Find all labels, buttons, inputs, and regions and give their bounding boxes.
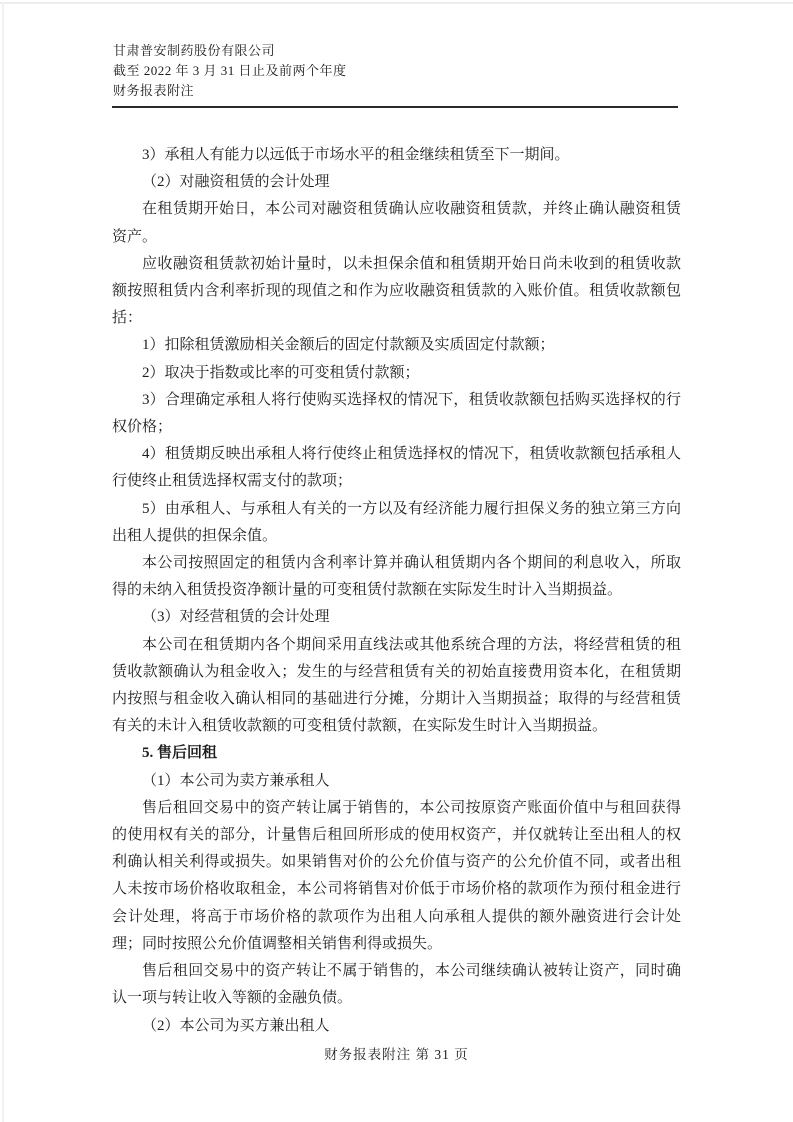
paragraph: 1）扣除租赁激励相关金额后的固定付款额及实质固定付款额； — [142, 337, 555, 354]
paragraph: 本公司按照固定的租赁内含利率计算并确认租赁期内各个期间的利息收入，所取得的未纳入租赁投资净额计量的可变租赁付款额在实际发生时计入当期损益。 — [112, 555, 681, 599]
paragraph: 3）合理确定承租人将行使购买选择权的情况下，租赁收款额包括购买选择权的行权价格； — [112, 391, 681, 436]
page-edge-top — [0, 2, 793, 4]
page-edge-left — [2, 2, 4, 1122]
page-footer — [0, 1043, 793, 1063]
header-rule — [112, 106, 678, 108]
paragraph: （1）本公司为卖方兼承租人 — [142, 772, 330, 789]
paragraph: （3）对经营租赁的会计处理 — [142, 609, 330, 626]
paragraph: 4）租赁期反映出承租人将行使终止租赁选择权的情况下，租赁收款额包括承租人行使终止租赁选择权需支付的款项； — [112, 446, 681, 490]
paragraph: 应收融资租赁款初始计量时，以未担保余值和租赁期开始日尚未收到的租赁收款额按照租赁内含利率折现的现值之和作为应收融资租赁款的入账价值。租赁收款额包括： — [112, 255, 681, 327]
paragraph: 本公司在租赁期内各个期间采用直线法或其他系统合理的方法，将经营租赁的租赁收款额确认为租金收入；发生的与经营租赁有关的初始直接费用资本化，在租赁期内按照与租金收入确认相同的基础进行分摊，分期计入当期损益；取得的与经营租赁有关的未计入租赁收款额的可变租赁付款额，在实际发生时计入当期损益。 — [112, 636, 681, 735]
document-header — [113, 41, 681, 101]
paragraph: 售后租回交易中的资产转让不属于销售的，本公司继续确认被转让资产，同时确认一项与转让收入等额的金融负债。 — [112, 963, 681, 1007]
header-doc-title: 财务报表附注 — [113, 83, 195, 98]
header-reporting-period: 截至 2022 年 3 月 31 日止及前两个年度 — [113, 63, 347, 78]
paragraph: 售后租回交易中的资产转让属于销售的，本公司按原资产账面价值中与租回获得的使用权有关的部分，计量售后租回所形成的使用权资产，并仅就转让至出租人的权利确认相关利得或损失。如果销售对价的公允价值与资产的公允价值不同，或者出租人未按市场价格收取租金，本公司将销售对价低于市场价格的款项作为预付租金进行会计处理，将高于市场价格的款项作为出租人向承租人提供的额外融资进行会计处理；同时按照公允价值调整相关销售利得或损失。 — [112, 799, 681, 952]
paragraph: 5）由承租人、与承租人有关的一方以及有经济能力履行担保义务的独立第三方向出租人提供的担保余值。 — [112, 500, 681, 544]
header-company-name: 甘肃普安制药股份有限公司 — [113, 43, 276, 58]
paragraph: （2）本公司为买方兼出租人 — [142, 1017, 330, 1034]
paragraph: 5. 售后回租 — [142, 745, 218, 762]
paragraph: 2）取决于指数或比率的可变租赁付款额； — [142, 364, 420, 381]
paragraph: 在租赁期开始日，本公司对融资租赁确认应收融资租赁款，并终止确认融资租赁资产。 — [112, 201, 681, 245]
paragraph: （2）对融资租赁的会计处理 — [142, 174, 330, 191]
footer-page-label: 财务报表附注 第 31 页 — [324, 1047, 469, 1062]
document-body — [112, 142, 681, 1040]
paragraph: 3）承租人有能力以远低于市场水平的租金继续租赁至下一期间。 — [142, 147, 570, 163]
